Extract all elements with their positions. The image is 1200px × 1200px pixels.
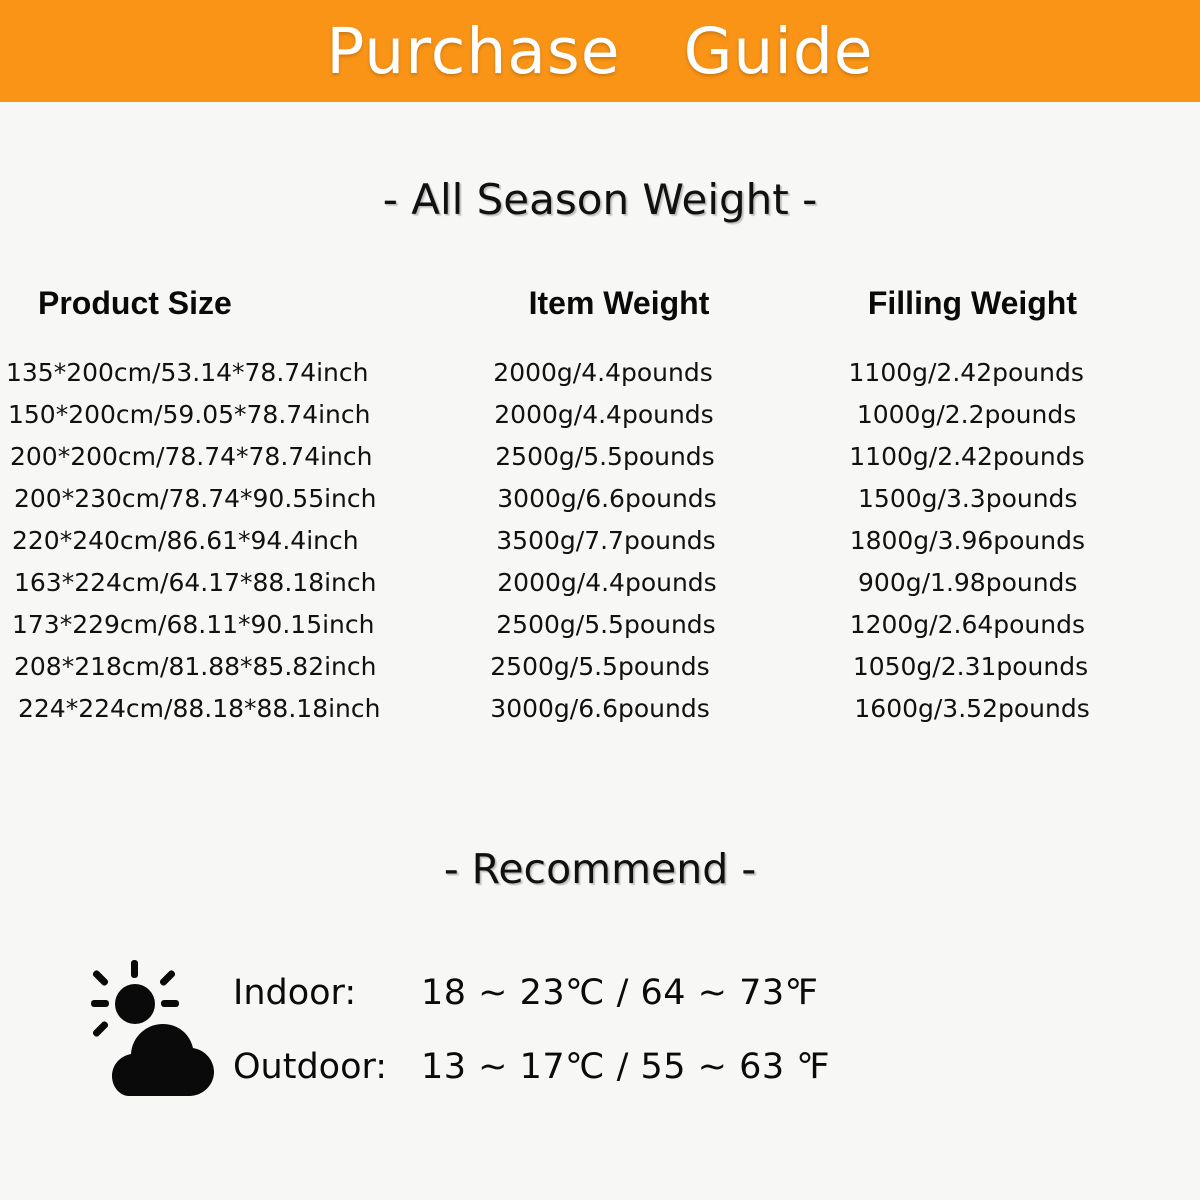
table-row [0,610,1200,652]
table-row [0,442,1200,484]
cell-filling-weight: 1600g/3.52pounds [854,694,1090,723]
cell-product-size: 135*200cm/53.14*78.74inch [6,358,369,387]
table-row [0,526,1200,568]
recommend-block [0,960,1200,1100]
cell-filling-weight: 1100g/2.42pounds [849,442,1085,471]
cell-product-size: 150*200cm/59.05*78.74inch [8,400,371,429]
cell-filling-weight: 1500g/3.3pounds [858,484,1078,513]
cell-product-size: 173*229cm/68.11*90.15inch [12,610,375,639]
season-section-heading: - All Season Weight - [382,175,818,224]
page-banner [0,0,1200,102]
indoor-temperature: 18 ~ 23℃ / 64 ~ 73℉ [421,973,819,1013]
table-row [0,400,1200,442]
cell-product-size: 208*218cm/81.88*85.82inch [14,652,377,681]
column-header-item-weight: Item Weight [528,285,710,321]
table-body [0,358,1200,736]
cell-product-size: 200*200cm/78.74*78.74inch [10,442,373,471]
cell-item-weight: 3000g/6.6pounds [490,694,710,723]
column-header-product-size: Product Size [38,285,232,321]
cell-filling-weight: 1050g/2.31pounds [852,652,1089,681]
recommend-lines [233,973,830,1087]
specification-table [0,285,1200,736]
cell-item-weight: 3000g/6.6pounds [497,484,717,513]
sun-behind-cloud-icon [0,960,233,1100]
table-row [0,652,1200,694]
page-title: Purchase Guide [326,14,874,88]
cell-filling-weight: 1200g/2.64pounds [849,610,1086,639]
cell-item-weight: 2000g/4.4pounds [493,358,713,387]
table-header-row [0,285,1200,322]
indoor-label: Indoor: [233,973,357,1013]
outdoor-temperature: 13 ~ 17℃ / 55 ~ 63 ℉ [421,1047,831,1087]
recommend-line-outdoor [233,1047,830,1087]
table-row [0,358,1200,400]
recommend-line-indoor [233,973,830,1013]
cell-item-weight: 3500g/7.7pounds [496,526,716,555]
cell-filling-weight: 1800g/3.96pounds [849,526,1086,555]
recommend-section-heading: - Recommend - [443,845,757,893]
cell-item-weight: 2500g/5.5pounds [496,610,716,639]
cell-product-size: 163*224cm/64.17*88.18inch [14,568,377,597]
cell-item-weight: 2000g/4.4pounds [494,400,714,429]
cell-item-weight: 2500g/5.5pounds [495,442,715,471]
cell-filling-weight: 900g/1.98pounds [858,568,1078,597]
cell-product-size: 224*224cm/88.18*88.18inch [18,694,381,723]
cell-filling-weight: 1100g/2.42pounds [848,358,1084,387]
table-row [0,484,1200,526]
outdoor-label: Outdoor: [233,1047,388,1087]
cell-product-size: 220*240cm/86.61*94.4inch [12,526,359,555]
column-header-filling-weight: Filling Weight [867,285,1077,321]
cell-product-size: 200*230cm/78.74*90.55inch [14,484,377,513]
table-row [0,568,1200,610]
table-row [0,694,1200,736]
cell-item-weight: 2000g/4.4pounds [497,568,717,597]
cell-filling-weight: 1000g/2.2pounds [856,400,1077,429]
cell-item-weight: 2500g/5.5pounds [490,652,710,681]
